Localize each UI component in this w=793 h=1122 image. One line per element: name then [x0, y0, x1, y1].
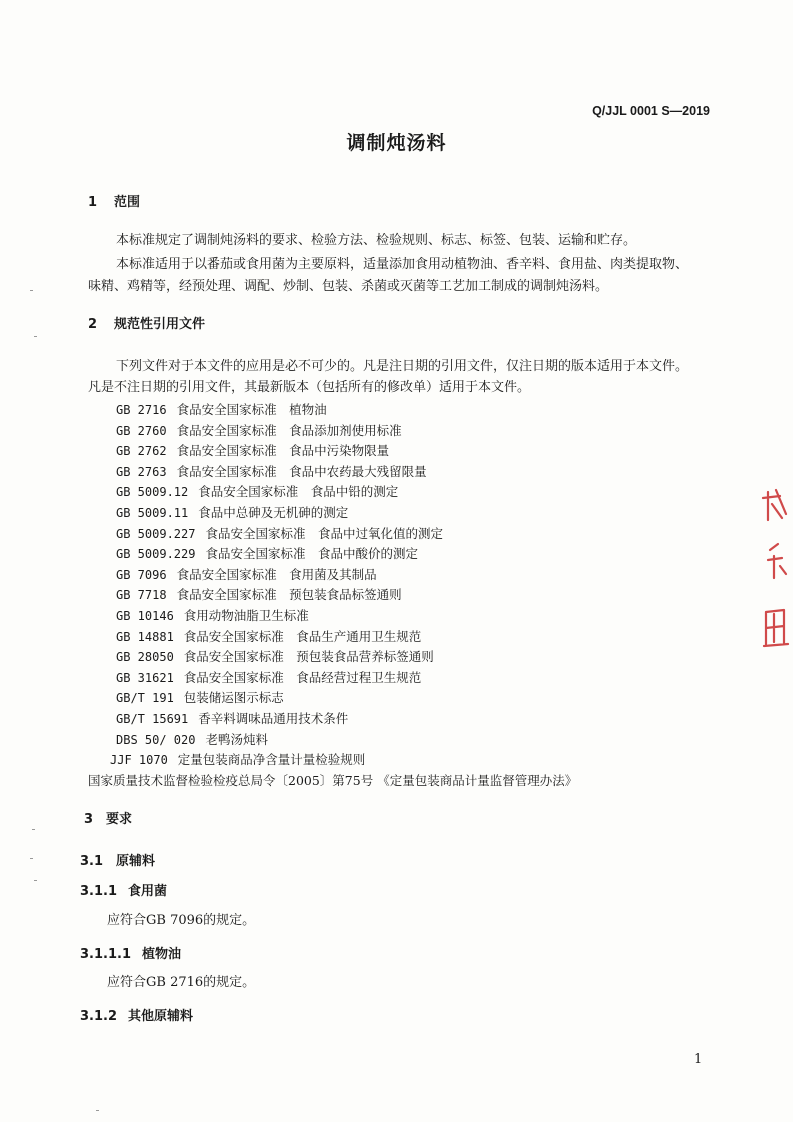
- reference-title: 食品安全国家标准 预包装食品营养标签通则: [183, 649, 434, 665]
- reference-title: 食品安全国家标准 食品添加剂使用标准: [176, 422, 402, 438]
- normative-intro-line-2: 凡是不注日期的引用文件，其最新版本（包括所有的修改单）适用于本文件。: [88, 380, 531, 395]
- section-title: 食用菌: [128, 884, 168, 899]
- reference-title: 包装储运图示标志: [183, 690, 284, 706]
- scope-paragraph-1: 本标准规定了调制炖汤料的要求、检验方法、检验规则、标志、标签、包装、运输和贮存。: [116, 233, 637, 248]
- reference-code: GB 2763: [116, 464, 167, 479]
- section-title: 其他原辅料: [128, 1009, 194, 1024]
- reference-item: [116, 668, 421, 686]
- section-heading-3-1-1: [80, 880, 167, 899]
- section-title: 原辅料: [116, 854, 156, 869]
- section-heading-2: [88, 313, 205, 332]
- reference-code: GB 14881: [116, 629, 174, 644]
- reference-title: 国家质量技术监督检验检疫总局令〔2005〕第75号 《定量包装商品计量监督管理办法》: [88, 772, 578, 788]
- requirement-text-edible-fungi: 应符合GB 7096的规定。: [107, 913, 256, 928]
- reference-code: GB/T 191: [116, 691, 174, 706]
- reference-code: GB 31621: [116, 670, 174, 685]
- scan-speck: [34, 336, 37, 337]
- scan-speck: [30, 858, 33, 859]
- reference-item: [88, 771, 577, 789]
- reference-code: GB 2716: [116, 403, 167, 417]
- page-number: 1: [694, 1052, 703, 1067]
- section-number: 3.1: [80, 854, 104, 869]
- reference-code: JJF 1070: [110, 753, 168, 768]
- reference-title: 食用动物油脂卫生标准: [183, 608, 309, 623]
- section-heading-3-1-1-1: [80, 943, 181, 962]
- reference-code: GB 7718: [116, 588, 167, 603]
- reference-item: [116, 606, 309, 624]
- red-seal-stamp: [760, 484, 790, 664]
- reference-code: GB 2760: [116, 423, 167, 438]
- reference-item: [116, 503, 348, 521]
- reference-code: GB 5009.12: [116, 485, 189, 500]
- reference-item: [116, 627, 421, 645]
- section-number: 3.1.1: [80, 884, 118, 899]
- section-number: 3: [84, 812, 94, 827]
- section-number: 3.1.1.1: [80, 947, 131, 962]
- normative-intro-line-1: 下列文件对于本文件的应用是必不可少的。凡是注日期的引用文件，仅注日期的版本适用于本文件。: [116, 359, 689, 374]
- reference-code: GB 5009.11: [116, 506, 189, 520]
- reference-title: 老鸭汤炖料: [205, 731, 268, 747]
- reference-code: GB 10146: [116, 609, 174, 623]
- reference-title: 食品安全国家标准 食品中酸价的测定: [205, 546, 418, 562]
- reference-item: [116, 400, 327, 418]
- reference-item: [116, 441, 389, 459]
- reference-item: [116, 421, 402, 439]
- reference-title: 食品安全国家标准 食品中农药最大残留限量: [176, 463, 427, 479]
- reference-title: 食品安全国家标准 植物油: [176, 402, 327, 417]
- document-title: 调制炖汤料: [346, 132, 447, 154]
- reference-item: [116, 482, 398, 500]
- reference-code: GB 2762: [116, 444, 167, 459]
- reference-title: 定量包装商品净含量计量检验规则: [177, 752, 366, 768]
- reference-title: 香辛料调味品通用技术条件: [198, 711, 349, 726]
- reference-item: [116, 585, 402, 603]
- section-title: 规范性引用文件: [114, 317, 206, 332]
- scan-speck: [96, 1110, 99, 1111]
- section-number: 1: [88, 195, 98, 210]
- requirement-text-vegetable-oil: 应符合GB 2716的规定。: [107, 975, 256, 990]
- section-number: 2: [88, 317, 98, 332]
- reference-title: 食品安全国家标准 食品中过氧化值的测定: [205, 525, 443, 541]
- scan-speck: [30, 290, 33, 291]
- reference-title: 食品安全国家标准 食品生产通用卫生规范: [183, 628, 422, 644]
- reference-item: [116, 565, 377, 583]
- reference-code: GB 28050: [116, 650, 174, 665]
- reference-item: [116, 544, 418, 562]
- reference-title: 食品安全国家标准 食品中铅的测定: [198, 484, 399, 500]
- reference-item: [116, 647, 434, 665]
- reference-title: 食品安全国家标准 预包装食品标签通则: [176, 587, 402, 603]
- section-number: 3.1.2: [80, 1009, 118, 1024]
- reference-item: [110, 750, 365, 768]
- scope-paragraph-2-line-1: 本标准适用于以番茄或食用菌为主要原料，适量添加食用动植物油、香辛料、食用盐、肉类提取物、: [116, 257, 689, 272]
- section-heading-3: [84, 808, 132, 827]
- scope-paragraph-2-line-2: 味精、鸡精等，经预处理、调配、炒制、包装、杀菌或灭菌等工艺加工制成的调制炖汤料。: [88, 279, 609, 294]
- section-title: 范围: [114, 195, 141, 210]
- reference-title: 食品安全国家标准 食品经营过程卫生规范: [183, 669, 422, 685]
- reference-title: 食品安全国家标准 食品中污染物限量: [176, 443, 390, 459]
- reference-code: GB 5009.227: [116, 526, 196, 541]
- section-heading-3-1: [80, 850, 155, 869]
- reference-item: [116, 462, 427, 480]
- scan-speck: [32, 829, 35, 830]
- reference-code: GB/T 15691: [116, 712, 189, 726]
- reference-code: GB 7096: [116, 567, 167, 582]
- reference-item: [116, 524, 443, 542]
- reference-code: DBS 50/ 020: [116, 732, 196, 747]
- reference-code: GB 5009.229: [116, 547, 196, 562]
- reference-item: [116, 688, 284, 706]
- reference-title: 食品中总砷及无机砷的测定: [198, 505, 349, 520]
- section-heading-3-1-2: [80, 1005, 193, 1024]
- section-title: 植物油: [142, 947, 182, 962]
- reference-item: [116, 709, 348, 727]
- standard-number: Q/JJL 0001 S—2019: [592, 104, 710, 118]
- section-title: 要求: [106, 812, 133, 827]
- section-heading-1: [88, 191, 140, 210]
- reference-item: [116, 730, 268, 748]
- reference-title: 食品安全国家标准 食用菌及其制品: [176, 566, 377, 582]
- scan-speck: [34, 880, 37, 881]
